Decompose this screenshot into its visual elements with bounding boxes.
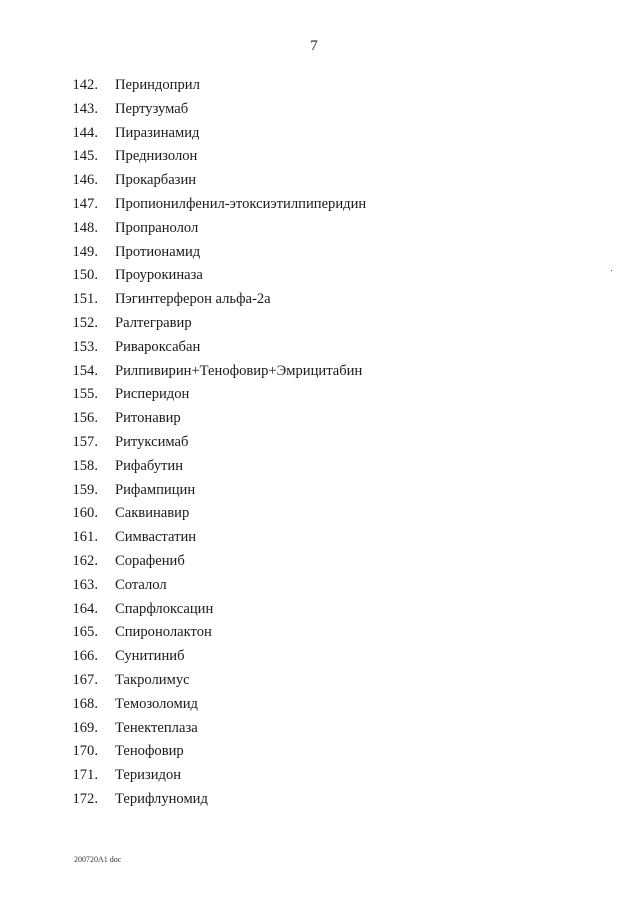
item-number: 154. — [72, 362, 98, 379]
item-name: Пертузумаб — [115, 100, 189, 117]
scan-dot — [611, 270, 612, 271]
item-number: 142. — [72, 77, 98, 93]
item-name: Такролимус — [115, 671, 190, 688]
list-item — [0, 479, 640, 503]
item-name: Проурокиназа — [115, 267, 203, 284]
item-name: Пропионилфенил-этоксиэтилпиперидин — [115, 195, 367, 212]
drug-list — [0, 74, 640, 812]
item-name: Рифабутин — [115, 457, 184, 474]
item-number: 161. — [72, 529, 98, 546]
list-item — [0, 526, 640, 550]
list-item — [0, 74, 640, 98]
item-number: 151. — [72, 291, 98, 308]
item-name: Ритонавир — [115, 410, 181, 427]
list-item — [0, 693, 640, 717]
list-item — [0, 145, 640, 169]
item-name: Спиронолактон — [115, 624, 212, 641]
item-number: 164. — [72, 600, 98, 617]
item-number: 171. — [72, 767, 98, 784]
item-number: 143. — [72, 100, 98, 117]
item-number: 166. — [72, 648, 98, 665]
list-item — [0, 122, 640, 146]
list-item — [0, 550, 640, 574]
item-name: Саквинавир — [115, 505, 190, 522]
item-number: 159. — [72, 481, 98, 498]
item-number: 172. — [72, 790, 98, 807]
list-item — [0, 336, 640, 360]
list-item — [0, 574, 640, 598]
list-item — [0, 717, 640, 741]
item-name: Теризидон — [115, 767, 182, 784]
item-name: Сорафениб — [115, 552, 185, 569]
item-number: 165. — [72, 624, 98, 641]
item-name: Рифампицин — [115, 481, 196, 498]
page-number: 7 — [310, 38, 318, 54]
item-name: Соталол — [115, 576, 167, 593]
item-name: Тенектеплаза — [115, 719, 198, 736]
item-name: Темозоломид — [115, 695, 198, 712]
footer-doc-code: 200720A1 doc — [74, 855, 122, 864]
list-item — [0, 502, 640, 526]
list-item — [0, 360, 640, 384]
item-name: Рисперидон — [115, 386, 190, 403]
item-name: Прокарбазин — [115, 172, 197, 189]
item-name: Пиразинамид — [115, 124, 200, 141]
item-name: Терифлуномид — [115, 790, 208, 807]
list-item — [0, 288, 640, 312]
list-item — [0, 431, 640, 455]
item-number: 162. — [72, 552, 98, 569]
list-item — [0, 598, 640, 622]
item-number: 156. — [72, 410, 98, 427]
list-item — [0, 455, 640, 479]
item-name: Ритуксимаб — [115, 433, 189, 450]
item-name: Ривароксабан — [115, 338, 201, 355]
list-item — [0, 383, 640, 407]
item-number: 168. — [72, 695, 98, 712]
item-name: Рилпивирин+Тенофовир+Эмрицитабин — [115, 362, 363, 379]
item-number: 153. — [72, 338, 98, 355]
item-number: 170. — [72, 743, 98, 760]
list-item — [0, 193, 640, 217]
list-item — [0, 264, 640, 288]
list-item — [0, 764, 640, 788]
item-number: 163. — [72, 576, 98, 593]
list-item — [0, 169, 640, 193]
item-number: 169. — [72, 719, 98, 736]
list-item — [0, 241, 640, 265]
item-number: 144. — [72, 124, 98, 141]
list-item — [0, 621, 640, 645]
item-name: Периндоприл — [115, 77, 200, 93]
item-number: 157. — [72, 433, 98, 450]
item-name: Сунитиниб — [115, 648, 185, 665]
list-item — [0, 669, 640, 693]
list-item — [0, 217, 640, 241]
list-item — [0, 98, 640, 122]
item-number: 158. — [72, 457, 98, 474]
list-item — [0, 407, 640, 431]
item-number: 147. — [72, 195, 98, 212]
item-name: Преднизолон — [115, 148, 198, 165]
item-name: Тенофовир — [115, 743, 184, 760]
item-number: 146. — [72, 172, 98, 189]
item-number: 149. — [72, 243, 98, 260]
list-item — [0, 312, 640, 336]
item-number: 152. — [72, 314, 98, 331]
item-name: Пэгинтерферон альфа-2а — [115, 291, 271, 308]
item-number: 150. — [72, 267, 98, 284]
item-name: Протионамид — [115, 243, 201, 260]
list-item — [0, 645, 640, 669]
item-number: 160. — [72, 505, 98, 522]
item-name: Симвастатин — [115, 529, 197, 546]
item-number: 155. — [72, 386, 98, 403]
item-number: 148. — [72, 219, 98, 236]
item-name: Спарфлоксацин — [115, 600, 214, 617]
item-number: 145. — [72, 148, 98, 165]
list-item — [0, 788, 640, 812]
item-name: Пропранолол — [115, 219, 199, 236]
list-item — [0, 740, 640, 764]
item-name: Ралтегравир — [115, 314, 192, 331]
item-number: 167. — [72, 671, 98, 688]
